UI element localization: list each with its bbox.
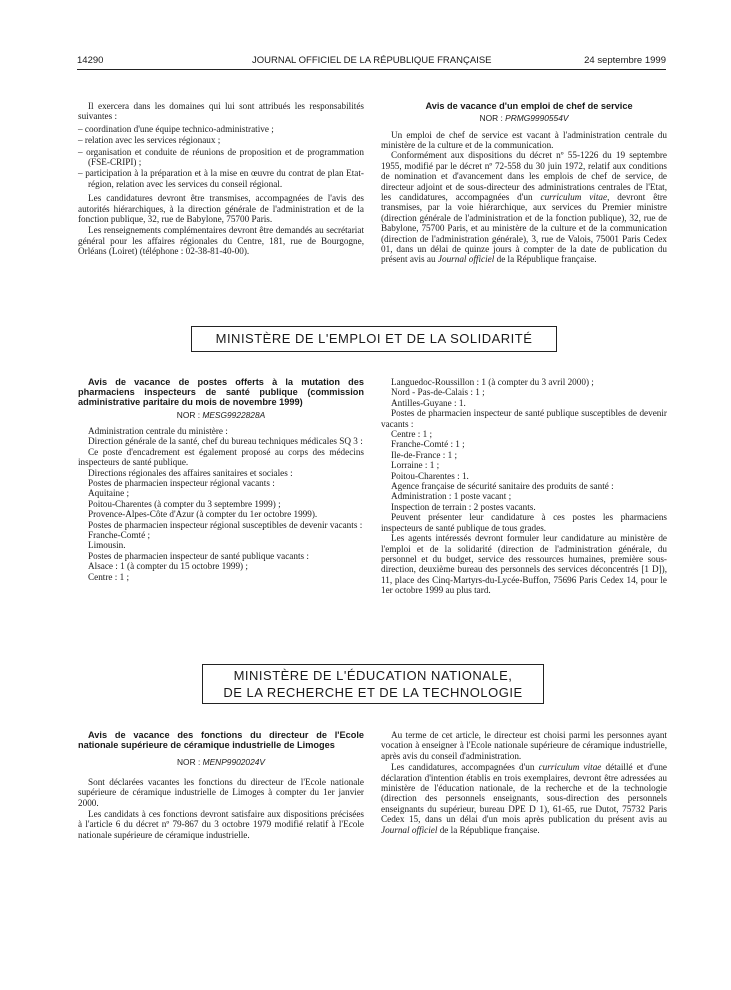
nor-reference bbox=[78, 410, 364, 420]
nor-reference bbox=[78, 757, 364, 767]
section1-left-column bbox=[78, 101, 364, 257]
list-item: – participation à la préparation et à la mise en œuvre du contrat de plan Etat-région, relation avec les services du conseil régional. bbox=[78, 168, 364, 189]
text-span: Les candidatures, accompagnées d'un bbox=[391, 762, 535, 773]
text-line: Agence française de sécurité sanitaire des produits de santé : bbox=[391, 481, 614, 492]
text-line: Postes de pharmacien inspecteur de santé publique susceptibles de devenir vacants : bbox=[381, 408, 667, 429]
section1-right-column bbox=[381, 101, 667, 265]
list-item: – organisation et conduite de réunions de proposition et de programmation (FSE-CRIPI) ; bbox=[78, 147, 364, 168]
text-line: Postes de pharmacien inspecteur régional susceptibles de devenir vacants : bbox=[88, 519, 363, 530]
text-line: Administration : 1 poste vacant ; bbox=[391, 491, 512, 502]
intro-paragraph: Il exercera dans les domaines qui lui sont attribués les responsabilités suivantes : bbox=[78, 101, 364, 122]
text-line: Poitou-Charentes (à compter du 3 septembre 1999) ; bbox=[88, 498, 281, 509]
list-item: – coordination d'une équipe technico-administrative ; bbox=[78, 124, 364, 134]
ministry-title-line2: DE LA RECHERCHE ET DE LA TECHNOLOGIE bbox=[223, 685, 523, 700]
text-line: Administration centrale du ministère : bbox=[88, 426, 228, 437]
text-line: Inspection de terrain : 2 postes vacants. bbox=[391, 501, 536, 512]
text-line: Ce poste d'encadrement est également proposé au corps des médecins inspecteurs de santé publique. bbox=[78, 446, 364, 468]
nor-reference bbox=[381, 113, 667, 123]
publication-date: 24 septembre 1999 bbox=[584, 55, 666, 66]
nor-code: MESG9922828A bbox=[202, 409, 266, 420]
ministry-heading-box bbox=[191, 326, 557, 352]
section2-right-column bbox=[381, 377, 667, 596]
section2-left-column bbox=[78, 377, 364, 582]
paragraph: Les candidats à ces fonctions devront satisfaire aux dispositions précisées à l'article 6 du décret nº 79-867 du 3 octobre 1979 modifié relatif à l'Ecole nationale supérieure de céramique industrielle. bbox=[78, 809, 364, 840]
text-span: détaillé et d'une déclaration d'intention établis en trois exemplaires, devront être adressées au ministère de l'éducation nationale, de la recherche et de la technologie (direction des personnels enseignants, sous-direction des personnels enseignants du supérieur, bureau DPE D 1), 61-65, rue Dutot, 75732 Paris Cedex 15, dans un délai d'un mois après publication du présent avis au bbox=[381, 762, 667, 825]
text-line: Centre : 1 ; bbox=[391, 429, 433, 440]
text-line: Franche-Comté : 1 ; bbox=[391, 439, 465, 450]
text-span: devront être transmises, par la voie hiérarchique, aux services du Premier ministre (direction générale de l'administration et de la fonction publique), 32, rue de Babylone, 75700 Paris, et au ministère de la culture et de la communication (direction de l'administration générale), 3, rue de Valois, 75001 Paris Cedex 01, dans un délai de quinze jours à compter de la date de publication du présent avis au bbox=[381, 192, 667, 265]
nor-code: PRMG9990554V bbox=[505, 113, 569, 124]
text-line: Antilles-Guyane : 1. bbox=[391, 397, 466, 408]
text-line: Ile-de-France : 1 ; bbox=[391, 449, 458, 460]
text-line: Franche-Comté ; bbox=[88, 530, 150, 541]
text-line: Poitou-Charentes : 1. bbox=[391, 470, 469, 481]
ministry-heading-box bbox=[202, 664, 544, 704]
nor-label: NOR : bbox=[177, 757, 201, 768]
notice-title: Avis de vacance d'un emploi de chef de service bbox=[425, 101, 633, 111]
responsibilities-list bbox=[78, 124, 364, 189]
text-line: Postes de pharmacien inspecteur régional vacants : bbox=[88, 478, 275, 489]
section3-left-column bbox=[78, 730, 364, 840]
paragraph: Un emploi de chef de service est vacant à l'administration centrale du ministère de la culture et de la communication. bbox=[381, 129, 667, 151]
text-line: Direction générale de la santé, chef du bureau techniques médicales SQ 3 : bbox=[88, 436, 363, 447]
nor-code: MENP9902024V bbox=[202, 757, 265, 768]
text-span: de la République française. bbox=[496, 254, 597, 265]
text-line: Nord - Pas-de-Calais : 1 ; bbox=[391, 387, 485, 398]
paragraph bbox=[381, 762, 667, 835]
ministry-title: MINISTÈRE DE L'EMPLOI ET DE LA SOLIDARITÉ bbox=[215, 331, 533, 346]
text-line: Lorraine : 1 ; bbox=[391, 460, 440, 471]
text-span: de la République française. bbox=[439, 824, 540, 835]
paragraph: Les renseignements complémentaires devront être demandés au secrétariat général pour les affaires régionales du Centre, 181, rue de Bourgogne, Orléans (Loiret) (téléphone : 02-38-81-40-00). bbox=[78, 225, 364, 257]
notice-title: Avis de vacance de postes offerts à la mutation des pharmaciens inspecteurs de santé publique (commission administrative paritaire du mois de novembre 1999) bbox=[78, 377, 364, 408]
ministry-title-line1: MINISTÈRE DE L'ÉDUCATION NATIONALE, bbox=[233, 668, 513, 683]
text-line: Aquitaine ; bbox=[88, 488, 130, 499]
journal-title: JOURNAL OFFICIEL DE LA RÉPUBLIQUE FRANÇAISE bbox=[252, 55, 492, 66]
text-line: Les agents intéressés devront formuler leur candidature au ministère de l'emploi et de la solidarité (direction de l'administration générale, du personnel et du budget, service des ressources humaines, première sous-direction, deuxième bureau des personnels des services déconcentrés [1 D]), 11, place des Cinq-Martyrs-du-Lycée-Buffon, 75696 Paris Cedex 14, pour le 1er octobre 1999 au plus tard. bbox=[381, 533, 667, 596]
text-line: Postes de pharmacien inspecteur de santé publique vacants : bbox=[88, 550, 309, 561]
text-line: Limousin. bbox=[88, 540, 126, 551]
notice-title: Avis de vacance des fonctions du directeur de l'Ecole nationale supérieure de céramique industrielle de Limoges bbox=[78, 730, 364, 751]
text-line: Centre : 1 ; bbox=[88, 571, 130, 582]
nor-label: NOR : bbox=[479, 113, 503, 124]
text-span: curriculum vitae bbox=[538, 762, 602, 773]
text-span: Journal officiel bbox=[381, 824, 438, 835]
header-rule bbox=[77, 69, 666, 70]
list-item: – relation avec les services régionaux ; bbox=[78, 135, 364, 145]
paragraph: Sont déclarées vacantes les fonctions du directeur de l'Ecole nationale supérieure de céramique industrielle de Limoges à compter du 1er janvier 2000. bbox=[78, 776, 364, 808]
text-line: Languedoc-Roussillon : 1 (à compter du 3 avril 2000) ; bbox=[391, 377, 594, 387]
page-number: 14290 bbox=[77, 55, 104, 66]
paragraph: Au terme de cet article, le directeur est choisi parmi les personnes ayant vocation à enseigner à l'Ecole nationale supérieure de céramique industrielle, après avis du conseil d'administration. bbox=[381, 730, 667, 761]
text-line: Provence-Alpes-Côte d'Azur (à compter du 1er octobre 1999). bbox=[88, 509, 318, 520]
text-span: Journal officiel bbox=[437, 254, 495, 265]
nor-label: NOR : bbox=[176, 409, 201, 420]
text-line: Peuvent présenter leur candidature à ces postes les pharmaciens inspecteurs de santé publique de tous grades. bbox=[381, 512, 667, 533]
page-header bbox=[77, 55, 666, 69]
text-line: Alsace : 1 (à compter du 15 octobre 1999) ; bbox=[88, 561, 248, 572]
paragraph: Les candidatures devront être transmises, accompagnées de l'avis des autorités hiérarchiques, à la direction générale de l'administration et de la fonction publique, 32, rue de Babylone, 75700 Paris. bbox=[78, 193, 364, 225]
text-line: Directions régionales des affaires sanitaires et sociales : bbox=[88, 467, 293, 478]
paragraph bbox=[381, 150, 667, 264]
text-span: curriculum vitae, bbox=[540, 192, 610, 203]
section3-right-column bbox=[381, 730, 667, 835]
text-span: Conformément aux dispositions du décret nº 55-1226 du 19 septembre 1955, modifié par le décret nº 72-558 du 30 juin 1972, relatif aux conditions de nomination et d'avancement dans les emplois de chef de service, de directeur adjoint et de sous-directeur des administrations centrales de l'Etat, les candidatures, accompagnées d'un bbox=[381, 150, 667, 203]
